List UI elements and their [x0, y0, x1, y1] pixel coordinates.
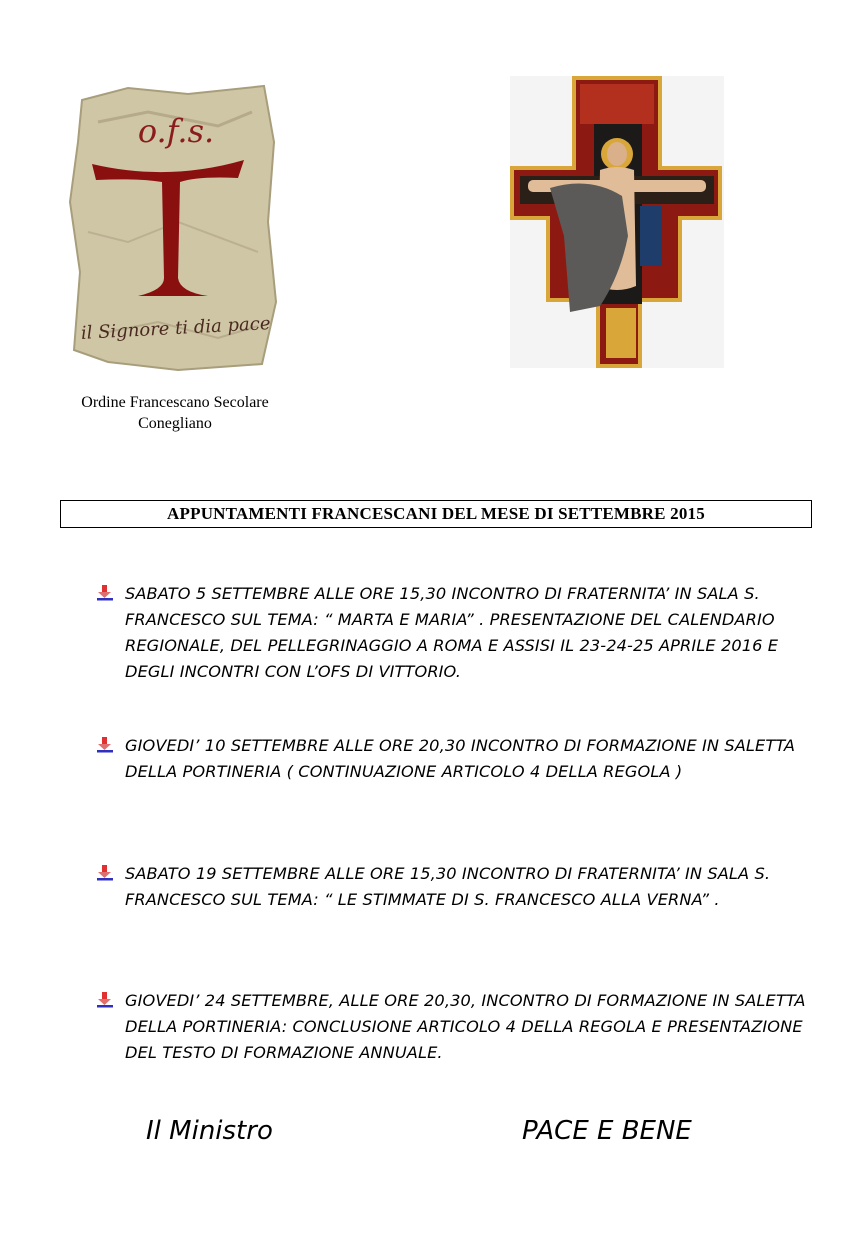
page-heading: APPUNTAMENTI FRANCESCANI DEL MESE DI SETTEMBRE 2015: [167, 504, 705, 523]
event-text: SABATO 5 SETTEMBRE ALLE ORE 15,30 INCONTRO DI FRATERNITA’ IN SALA S. FRANCESCO SUL TEMA: “ MARTA E MARIA” . PRESENTAZIONE DEL CALENDARIO REGIONALE, DEL PELLEGRINAGGIO A ROMA E ASSISI IL 23-24-25 APRILE 2016 E DEGLI INCONTRI CON L’OFS DI VITTORIO.: [125, 584, 779, 681]
event-item: [96, 988, 816, 1066]
organization-line2: Conegliano: [138, 415, 212, 432]
logo-top-text: o.f.s.: [137, 112, 215, 150]
event-item: [96, 733, 816, 785]
arrow-bullet-icon: [96, 991, 114, 1009]
event-item: [96, 581, 816, 685]
ofs-logo-image: [68, 82, 278, 372]
organization-line1: Ordine Francescano Secolare: [81, 394, 269, 411]
ofs-logo: [68, 82, 278, 372]
organization-name: [60, 392, 290, 434]
arrow-bullet-icon: [96, 584, 114, 602]
arrow-bullet-icon: [96, 864, 114, 882]
event-text: GIOVEDI’ 24 SETTEMBRE, ALLE ORE 20,30, INCONTRO DI FORMAZIONE IN SALETTA DELLA PORTINERIA: CONCLUSIONE ARTICOLO 4 DELLA REGOLA E PRESENTAZIONE DEL TESTO DI FORMAZIONE ANNUALE.: [125, 991, 806, 1062]
san-damiano-crucifix: [510, 76, 724, 368]
heading-box: [60, 500, 812, 528]
signature-pace-e-bene: PACE E BENE: [522, 1116, 692, 1146]
crucifix-image: [510, 76, 724, 368]
logo-motto: il Signore ti dia pace: [80, 313, 271, 344]
arrow-bullet-icon: [96, 736, 114, 754]
event-item: [96, 861, 816, 913]
signature-minister: Il Ministro: [146, 1116, 273, 1146]
event-text: SABATO 19 SETTEMBRE ALLE ORE 15,30 INCONTRO DI FRATERNITA’ IN SALA S. FRANCESCO SUL TEMA: “ LE STIMMATE DI S. FRANCESCO ALLA VERNA” .: [125, 864, 771, 909]
event-text: GIOVEDI’ 10 SETTEMBRE ALLE ORE 20,30 INCONTRO DI FORMAZIONE IN SALETTA DELLA PORTINERIA ( CONTINUAZIONE ARTICOLO 4 DELLA REGOLA ): [125, 736, 796, 781]
